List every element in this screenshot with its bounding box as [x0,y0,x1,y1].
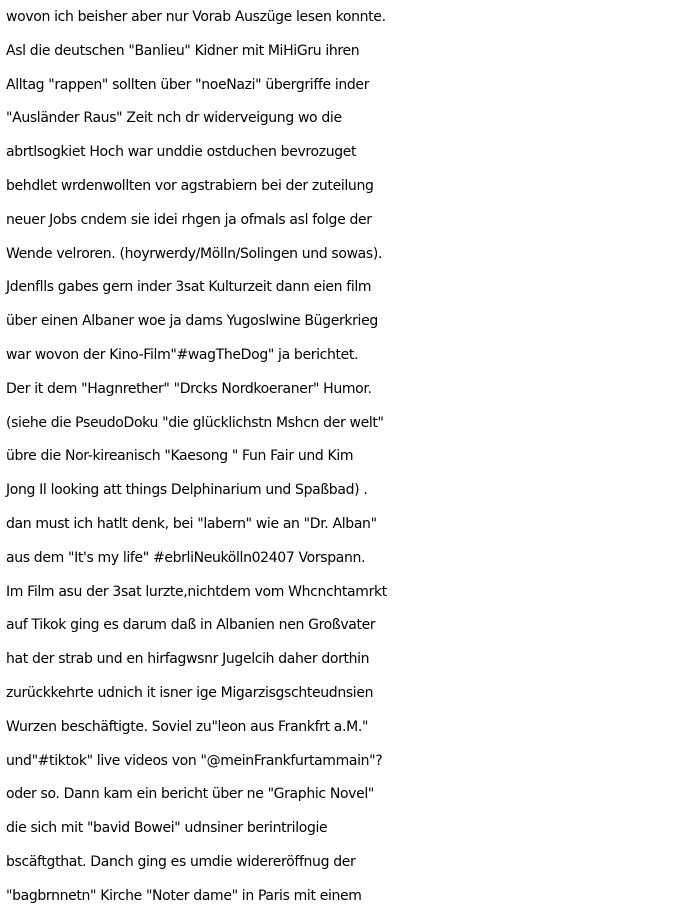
text-line-18: Im Film asu der 3sat lurzte,nichtdem vom Whcnchtamrkt [6,583,387,600]
text-line-11: war wovon der Kino-Film"#wagTheDog" ja berichtet. [6,347,359,363]
text-line-4: "Ausländer Raus" Zeit nch dr widerveigung wo die [6,110,342,127]
text-line-17: aus dem "It's my life" #ebrliNeukölln02407 Vorspann. [6,549,366,566]
text-line-23: und"#tiktok" live videos von "@meinFrankfurtammain"? [6,752,383,769]
text-line-1: wovon ich beisher aber nur Vorab Auszüge lesen konnte. [6,9,386,25]
text-line-6: behdlet wrdenwollten vor agstrabiern bei der zuteilung [6,178,374,194]
text-line-25: die sich mit "bavid Bowei" udnsiner berintrilogie [6,820,328,837]
text-line-22: Wurzen beschäftigte. Soviel zu"leon aus Frankfrt a.M." [6,718,369,735]
text-line-13: (siehe die PseudoDoku "die glücklichstn Mshcn der welt" [6,414,384,431]
text-line-12: Der it dem "Hagnrether" "Drcks Nordkoeraner" Humor. [6,380,372,397]
text-line-21: zurückkehrte udnich it isner ige Migarzisgschteudnsien [6,685,374,701]
text-line-26: bscäftgthat. Danch ging es umdie widereröffnug der [6,854,356,870]
text-line-19: auf Tikok ging es darum daß in Albanien nen Großvater [6,617,376,634]
text-line-10: über einen Albaner woe ja dams Yugoslwine Bügerkrieg [6,313,378,330]
text-line-16: dan must ich hatlt denk, bei "labern" wie an "Dr. Alban" [6,516,377,532]
text-line-24: oder so. Dann kam ein bericht über ne "Graphic Novel" [6,786,375,803]
text-line-15: Jong Il looking att things Delphinarium und Spaßbad) . [6,482,368,499]
text-line-9: Jdenflls gabes gern inder 3sat Kulturzeit dann eien film [6,279,372,296]
text-line-2: Asl die deutschen "Banlieu" Kidner mit MiHiGru ihren [6,42,360,59]
text-line-27: "bagbrnnetn" Kirche "Noter dame" in Paris mit einem [6,887,362,904]
text-line-14: übre die Nor-kireanisch "Kaesong " Fun Fair und Kim [6,448,354,465]
text-line-20: hat der strab und en hirfagwsnr Jugelcih daher dorthin [6,651,370,668]
text-line-8: Wende velroren. (hoyrwerdy/Mölln/Solingen und sowas). [6,245,383,262]
text-line-3: Alltag "rappen" sollten über "noeNazi" übergriffe inder [6,76,370,93]
text-line-5: abrtlsogkiet Hoch war unddie ostduchen bevrozuget [6,144,357,161]
text-line-7: neuer Jobs cndem sie idei rhgen ja ofmals asl folge der [6,211,372,228]
